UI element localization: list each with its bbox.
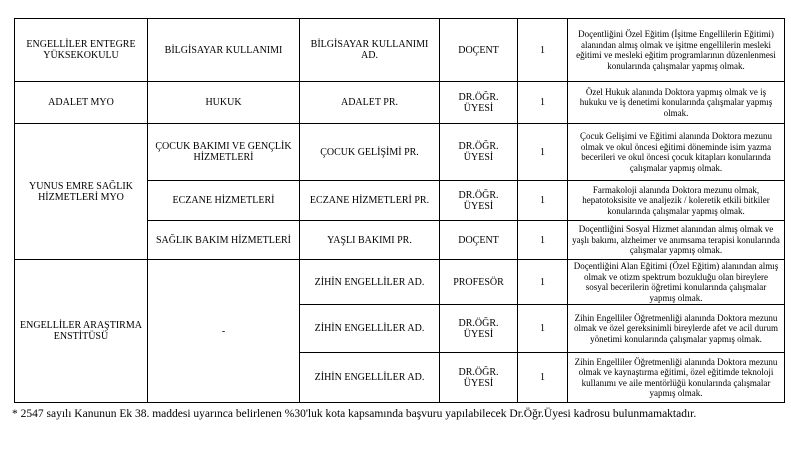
count-cell: 1 bbox=[518, 260, 568, 305]
requirements-cell: Farmakoloji alanında Doktora mezunu olmak, hepatotoksisite ve analjezik / koleretik etkili bitkiler konularında çalışmalar yapmış olmak. bbox=[568, 181, 785, 221]
requirements-cell: Özel Hukuk alanında Doktora yapmış olmak ve iş hukuku ve iş denetimi konularında çalışmalar yapmış olmak. bbox=[568, 82, 785, 124]
count-cell: 1 bbox=[518, 305, 568, 353]
count-cell: 1 bbox=[518, 221, 568, 260]
program-cell: ADALET PR. bbox=[300, 82, 440, 124]
requirements-cell: Doçentliğini Sosyal Hizmet alanından almış olmak ve yaşlı bakımı, alzheimer ve anımsama terapisi konularında çalışmalar yapmış olmak. bbox=[568, 221, 785, 260]
unit-cell: ENGELLİLER ENTEGRE YÜKSEKOKULU bbox=[15, 19, 148, 82]
department-cell: SAĞLIK BAKIM HİZMETLERİ bbox=[148, 221, 300, 260]
requirements-cell: Doçentliğini Alan Eğitimi (Özel Eğitim) alanından almış olmak ve otizm spektrum bozukluğu olan bireylere sosyal becerilerin öğretimi konularında çalışmalar yapmış olmak. bbox=[568, 260, 785, 305]
position-table bbox=[14, 18, 785, 403]
program-cell: ECZANE HİZMETLERİ PR. bbox=[300, 181, 440, 221]
program-cell: ZİHİN ENGELLİLER AD. bbox=[300, 260, 440, 305]
table-row bbox=[15, 124, 785, 181]
table-row bbox=[15, 19, 785, 82]
requirements-cell: Zihin Engelliler Öğretmenliği alanında Doktora mezunu olmak ve kaynaştırma eğitimi, özel eğitimde teknoloji kullanımı ve aile mentörlüğü konularında çalışmalar yapmış olmak. bbox=[568, 353, 785, 403]
department-cell: - bbox=[148, 260, 300, 403]
program-cell: ZİHİN ENGELLİLER AD. bbox=[300, 305, 440, 353]
department-cell: BİLGİSAYAR KULLANIMI bbox=[148, 19, 300, 82]
count-cell: 1 bbox=[518, 19, 568, 82]
unit-cell: ADALET MYO bbox=[15, 82, 148, 124]
program-cell: ÇOCUK GELİŞİMİ PR. bbox=[300, 124, 440, 181]
table-row bbox=[15, 82, 785, 124]
count-cell: 1 bbox=[518, 181, 568, 221]
unit-cell: YUNUS EMRE SAĞLIK HİZMETLERİ MYO bbox=[15, 124, 148, 260]
table-row bbox=[15, 260, 785, 305]
title-cell: PROFESÖR bbox=[440, 260, 518, 305]
title-cell: DR.ÖĞR. ÜYESİ bbox=[440, 82, 518, 124]
count-cell: 1 bbox=[518, 82, 568, 124]
title-cell: DOÇENT bbox=[440, 19, 518, 82]
title-cell: DR.ÖĞR. ÜYESİ bbox=[440, 305, 518, 353]
title-cell: DOÇENT bbox=[440, 221, 518, 260]
count-cell: 1 bbox=[518, 353, 568, 403]
title-cell: DR.ÖĞR. ÜYESİ bbox=[440, 124, 518, 181]
requirements-cell: Doçentliğini Özel Eğitim (İşitme Engellilerin Eğitimi) alanından almış olmak ve işitme engellilerin mesleki eğitimi ve mesleki eğitim programlarının düzenlenmesi konularında çalışmalar yapmış olmak. bbox=[568, 19, 785, 82]
footnote: * 2547 sayılı Kanunun Ek 38. maddesi uyarınca belirlenen %30'luk kota kapsamında başvuru yapılabilecek Dr.Öğr.Üyesi kadrosu bulunmamaktadır. bbox=[12, 408, 697, 420]
unit-cell: ENGELLİLER ARAŞTIRMA ENSTİTÜSÜ bbox=[15, 260, 148, 403]
count-cell: 1 bbox=[518, 124, 568, 181]
program-cell: ZİHİN ENGELLİLER AD. bbox=[300, 353, 440, 403]
department-cell: ÇOCUK BAKIMI VE GENÇLİK HİZMETLERİ bbox=[148, 124, 300, 181]
requirements-cell: Zihin Engelliler Öğretmenliği alanında Doktora mezunu olmak ve özel gereksinimli bireylerde afet ve acil durum yönetimi konularında çalışmalar yapmış olmak. bbox=[568, 305, 785, 353]
title-cell: DR.ÖĞR. ÜYESİ bbox=[440, 181, 518, 221]
department-cell: HUKUK bbox=[148, 82, 300, 124]
title-cell: DR.ÖĞR. ÜYESİ bbox=[440, 353, 518, 403]
requirements-cell: Çocuk Gelişimi ve Eğitimi alanında Doktora mezunu olmak ve okul öncesi eğitimi döneminde isim yazma becerileri ve okul öncesi çocuk kitapları konularında çalışmalar yapmış olmak. bbox=[568, 124, 785, 181]
department-cell: ECZANE HİZMETLERİ bbox=[148, 181, 300, 221]
program-cell: BİLGİSAYAR KULLANIMI AD. bbox=[300, 19, 440, 82]
program-cell: YAŞLI BAKIMI PR. bbox=[300, 221, 440, 260]
